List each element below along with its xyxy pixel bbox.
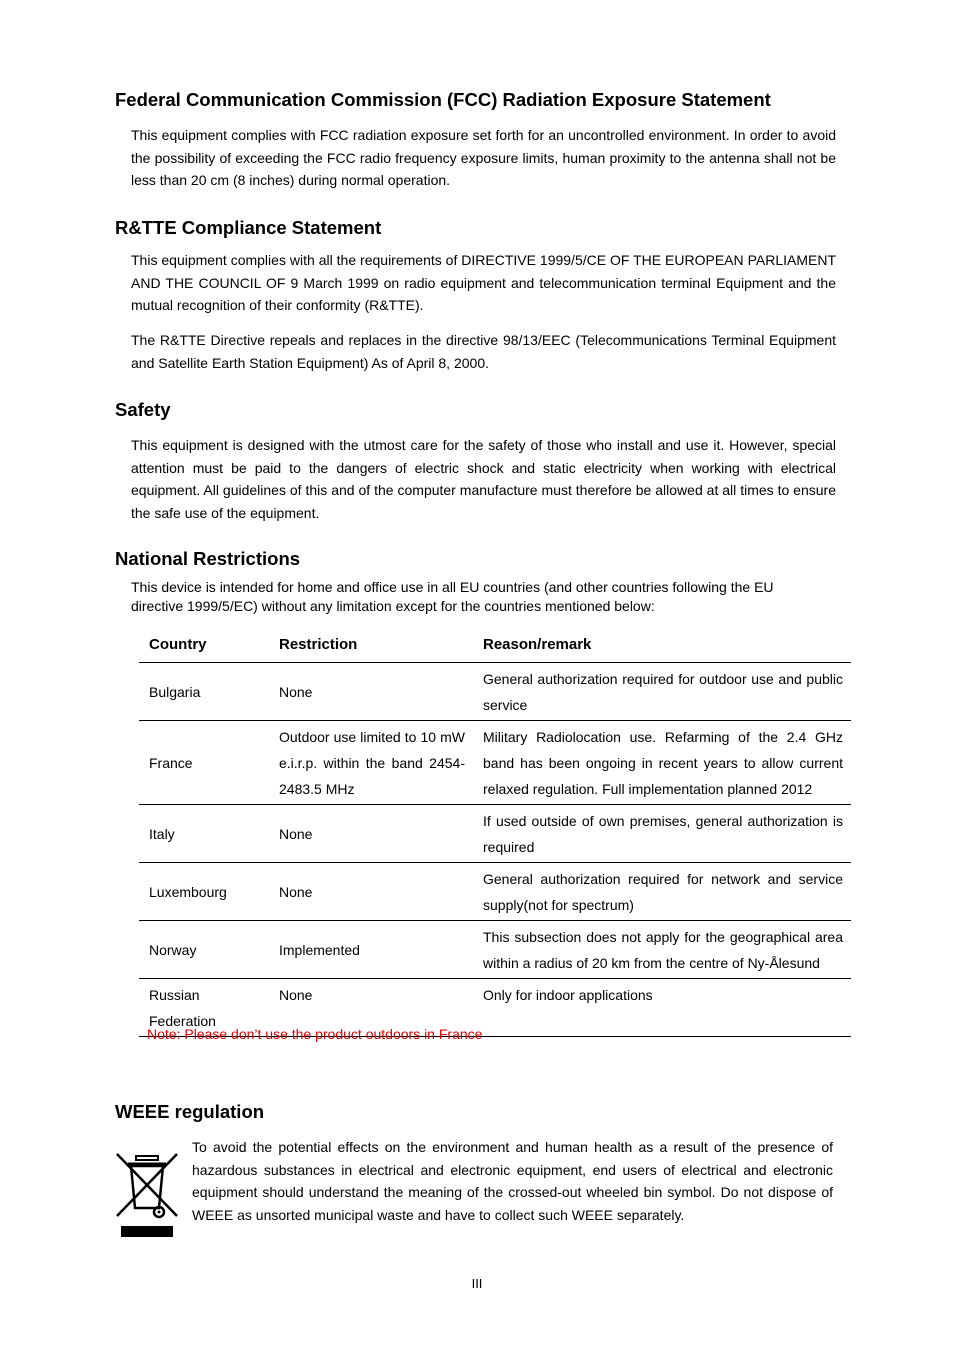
weee-body: To avoid the potential effects on the environment and human health as a result of the presence of hazardous substances in electrical and electronic equipment, end users of electrical and electronic equipment should understand the meaning of the crossed-out wheeled bin symbol. Do not dispose of WEEE as unsorted municipal waste and have to collect such WEEE separately. xyxy=(192,1139,833,1224)
restrictions-table xyxy=(139,628,851,1037)
column-header-reason: Reason/remark xyxy=(483,636,592,653)
crossed-out-wheeled-bin-icon xyxy=(114,1150,180,1240)
reason-cell: Only for indoor applications xyxy=(473,979,851,1037)
france-note: Note: Please don’t use the product outdoors in France xyxy=(147,1026,483,1042)
restriction-cell: None xyxy=(269,979,473,1037)
fcc-body: This equipment complies with FCC radiation exposure set forth for an uncontrolled environment. In order to avoid the possibility of exceeding the FCC radio frequency exposure limits, human proximity to the antenna shall not be less than 20 cm (8 inches) during normal operation. xyxy=(131,127,836,189)
reason-cell: General authorization required for outdoor use and public service xyxy=(473,663,851,721)
restriction-cell: None xyxy=(269,863,473,921)
table-header-row xyxy=(139,628,851,663)
reason-cell: This subsection does not apply for the geographical area within a radius of 20 km from the centre of Ny-Ålesund xyxy=(473,921,851,979)
national-restrictions-body: This device is intended for home and office use in all EU countries (and other countries following the EU directive 1999/5/EC) without any limitation except for the countries mentioned below: xyxy=(131,579,774,614)
restriction-cell: None xyxy=(269,663,473,721)
country-cell: Luxembourg xyxy=(139,863,269,921)
reason-cell: General authorization required for network and service supply(not for spectrum) xyxy=(473,863,851,921)
country-cell: France xyxy=(139,721,269,805)
restriction-cell: Outdoor use limited to 10 mW e.i.r.p. within the band 2454-2483.5 MHz xyxy=(269,721,473,805)
country-cell: Russian Federation xyxy=(139,979,269,1037)
column-header-restriction: Restriction xyxy=(279,636,358,653)
table-row xyxy=(139,921,851,979)
country-cell: Bulgaria xyxy=(139,663,269,721)
national-restrictions-heading: National Restrictions xyxy=(115,548,301,569)
weee-heading: WEEE regulation xyxy=(115,1101,265,1122)
fcc-heading: Federal Communication Commission (FCC) Radiation Exposure Statement xyxy=(115,89,771,110)
country-cell: Norway xyxy=(139,921,269,979)
table-row xyxy=(139,721,851,805)
safety-heading: Safety xyxy=(115,399,171,420)
table-row xyxy=(139,863,851,921)
column-header-country: Country xyxy=(149,636,207,653)
page-number: III xyxy=(471,1276,483,1291)
rtte-body-2: The R&TTE Directive repeals and replaces in the directive 98/13/EEC (Telecommunications Terminal Equipment and Satellite Earth Station Equipment) As of April 8, 2000. xyxy=(131,332,836,371)
restriction-cell: None xyxy=(269,805,473,863)
restriction-cell: Implemented xyxy=(269,921,473,979)
table-row xyxy=(139,805,851,863)
reason-cell: If used outside of own premises, general authorization is required xyxy=(473,805,851,863)
safety-body: This equipment is designed with the utmost care for the safety of those who install and use it. However, special attention must be paid to the dangers of electric shock and static electricity when working with electrical equipment. All guidelines of this and of the computer manufacture must therefore be allowed at all times to ensure the safe use of the equipment. xyxy=(131,437,836,522)
country-cell: Italy xyxy=(139,805,269,863)
rtte-body-1: This equipment complies with all the requirements of DIRECTIVE 1999/5/CE OF THE EUROPEAN PARLIAMENT AND THE COUNCIL OF 9 March 1999 on radio equipment and telecommunication terminal Equipment and the mutual recognition of their conformity (R&TTE). xyxy=(131,252,836,314)
table-row xyxy=(139,663,851,721)
rtte-heading: R&TTE Compliance Statement xyxy=(115,217,382,238)
reason-cell: Military Radiolocation use. Refarming of the 2.4 GHz band has been ongoing in recent years to allow current relaxed regulation. Full implementation planned 2012 xyxy=(473,721,851,805)
